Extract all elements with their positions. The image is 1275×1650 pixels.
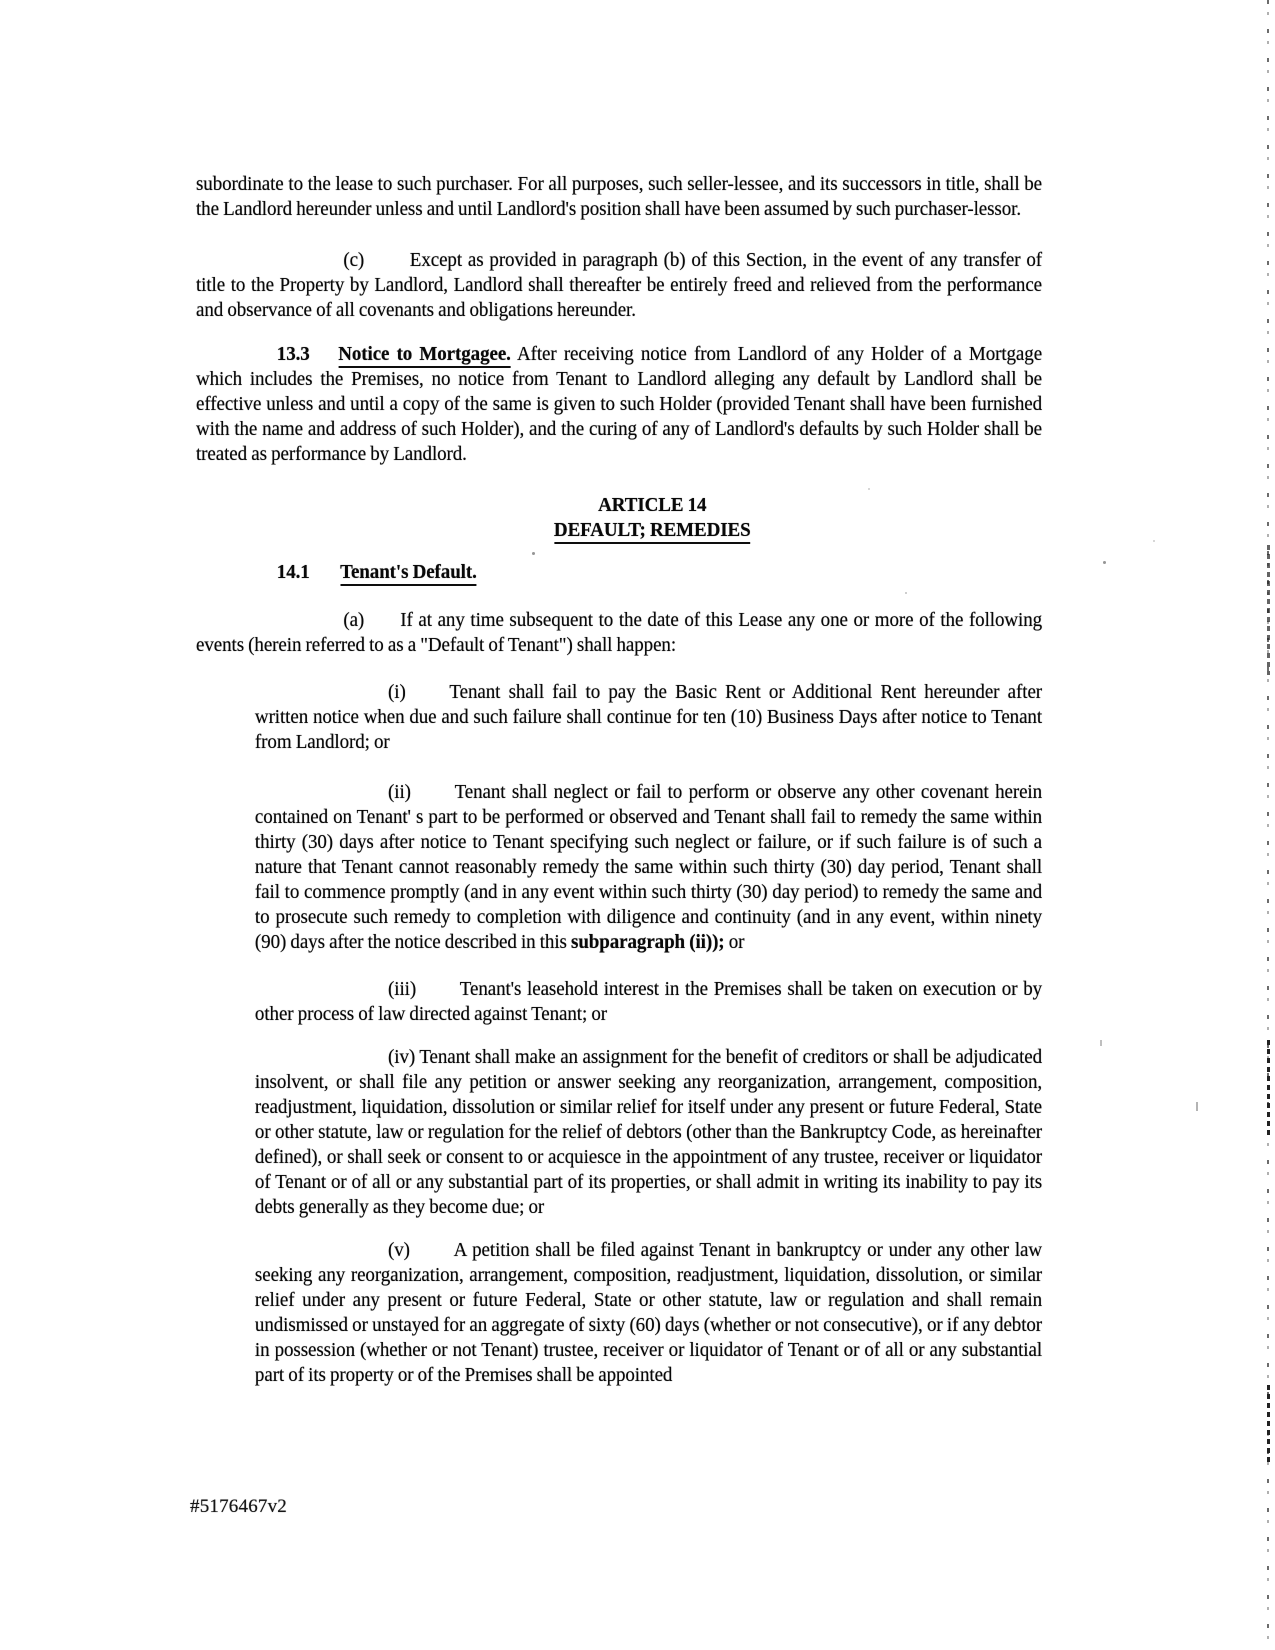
page-body: [196, 0, 1042, 1388]
clause-a: [196, 608, 1042, 658]
section-14-1-title: Tenant's Default.: [340, 561, 477, 586]
subclause-ii-text-after: or: [724, 931, 745, 953]
section-14-1: [196, 560, 1042, 585]
paragraph-continuation: subordinate to the lease to such purchaser. For all purposes, such seller-lessee, and its successors in title, shall be the Landlord hereunder unless and until Landlord's position shall have been assumed by such purchaser-lessor.: [196, 173, 1043, 220]
section-13-3: [196, 342, 1042, 467]
subclause-iii-text: Tenant's leasehold interest in the Premises shall be taken on execution or by other process of law directed against Tenant; or: [254, 978, 1043, 1025]
scan-speckle: [1153, 540, 1155, 542]
subclause-iv: [255, 1045, 1042, 1220]
article-14-subtitle-line: [263, 518, 1042, 543]
subclause-v: [255, 1238, 1042, 1388]
subclause-i: [255, 680, 1042, 755]
section-14-1-number: 14.1: [276, 561, 310, 583]
clause-c-marker: (c): [343, 249, 365, 271]
article-14-subtitle: DEFAULT; REMEDIES: [554, 519, 751, 544]
subclause-iv-text: Tenant shall make an assignment for the benefit of creditors or shall be adjudicated insolvent, or shall file any petition or answer seeking any reorganization, arrangement, composition, readjustment, liquidation, dissolution or similar relief for itself under any present or future Federal, State or other statute, law or regulation for the relief of debtors (other than the Bankruptcy Code, as hereinafter defined), or shall seek or consent to or acquiesce in the appointment of any trustee, receiver or liquidator of Tenant or of all or any substantial part of its properties, or shall admit in writing its inability to pay its debts generally as they become due; or: [254, 1046, 1043, 1218]
scan-speckle: [905, 592, 907, 594]
section-13-3-text: After receiving notice from Landlord of any Holder of a Mortgage which includes the Premises, no notice from Tenant to Landlord alleging any default by Landlord shall be effective unless and until a copy of the same is given to such Holder (provided Tenant shall have been furnished with the name and address of such Holder), and the curing of any of Landlord's defaults by such Holder shall be treated as performance by Landlord.: [196, 343, 1043, 465]
subclause-v-marker: (v): [388, 1239, 410, 1261]
scan-artifact-dash-segment: [1267, 1040, 1270, 1135]
subclause-ii: [255, 780, 1042, 955]
clause-a-text: If at any time subsequent to the date of this Lease any one or more of the following events (herein referred to as a "Default of Tenant") shall happen:: [196, 609, 1043, 656]
document-control-number: #5176467v2: [190, 1496, 287, 1517]
subclause-i-text: Tenant shall fail to pay the Basic Rent or Additional Rent hereunder after written notice when due and such failure shall continue for ten (10) Business Days after notice to Tenant from Landlord; or: [254, 681, 1043, 753]
subclause-iii-marker: (iii): [388, 978, 417, 1000]
article-14-heading: [196, 493, 1042, 543]
scan-speckle: [532, 552, 535, 555]
subclause-i-marker: (i): [388, 681, 406, 703]
subclause-v-text: A petition shall be filed against Tenant in bankruptcy or under any other law seeking any reorganization, arrangement, composition, readjustment, liquidation, dissolution, or similar relief under any present or future Federal, State or other statute, law or regulation and shall remain undismissed or unstayed for an aggregate of sixty (60) days (whether or not consecutive), or if any debtor in possession (whether or not Tenant) trustee, receiver or liquidator of Tenant or of all or any substantial part of its property or of the Premises shall be appointed: [254, 1239, 1043, 1386]
section-13-3-title: Notice to Mortgagee.: [338, 343, 511, 368]
clause-a-marker: (a): [343, 609, 365, 631]
subclause-ii-marker: (ii): [388, 781, 411, 803]
section-13-3-number: 13.3: [276, 343, 310, 365]
scan-speckle: [868, 488, 870, 490]
clause-c: [196, 248, 1042, 323]
subclause-iv-marker: (iv): [388, 1046, 416, 1068]
subclause-ii-bold-ref: subparagraph (ii));: [571, 931, 725, 953]
scan-speckle: [1103, 561, 1106, 564]
scan-artifact-dash-segment: [1267, 545, 1270, 675]
scan-speckle: [1100, 1040, 1102, 1046]
article-14-title: ARTICLE 14: [598, 494, 707, 516]
scan-speckle: [1196, 1102, 1198, 1111]
subclause-iii: [255, 977, 1042, 1027]
scan-artifact-dash-segment: [1267, 1385, 1270, 1465]
subclause-ii-text: Tenant shall neglect or fail to perform or observe any other covenant herein contained on Tenant' s part to be performed or observed and Tenant shall fail to remedy the same within thirty (30) days after notice to Tenant specifying such neglect or failure, or if such failure is of such a nature that Tenant cannot reasonably remedy the same within such thirty (30) day period, Tenant shall fail to commence promptly (and in any event within such thirty (30) day period) to remedy the same and to prosecute such remedy to completion with diligence and continuity (and in any event, within ninety (90) days after the notice described in this: [254, 781, 1043, 953]
clause-c-text: Except as provided in paragraph (b) of this Section, in the event of any transfer of title to the Property by Landlord, Landlord shall thereafter be entirely freed and relieved from the performance and observance of all covenants and obligations hereunder.: [196, 249, 1043, 321]
